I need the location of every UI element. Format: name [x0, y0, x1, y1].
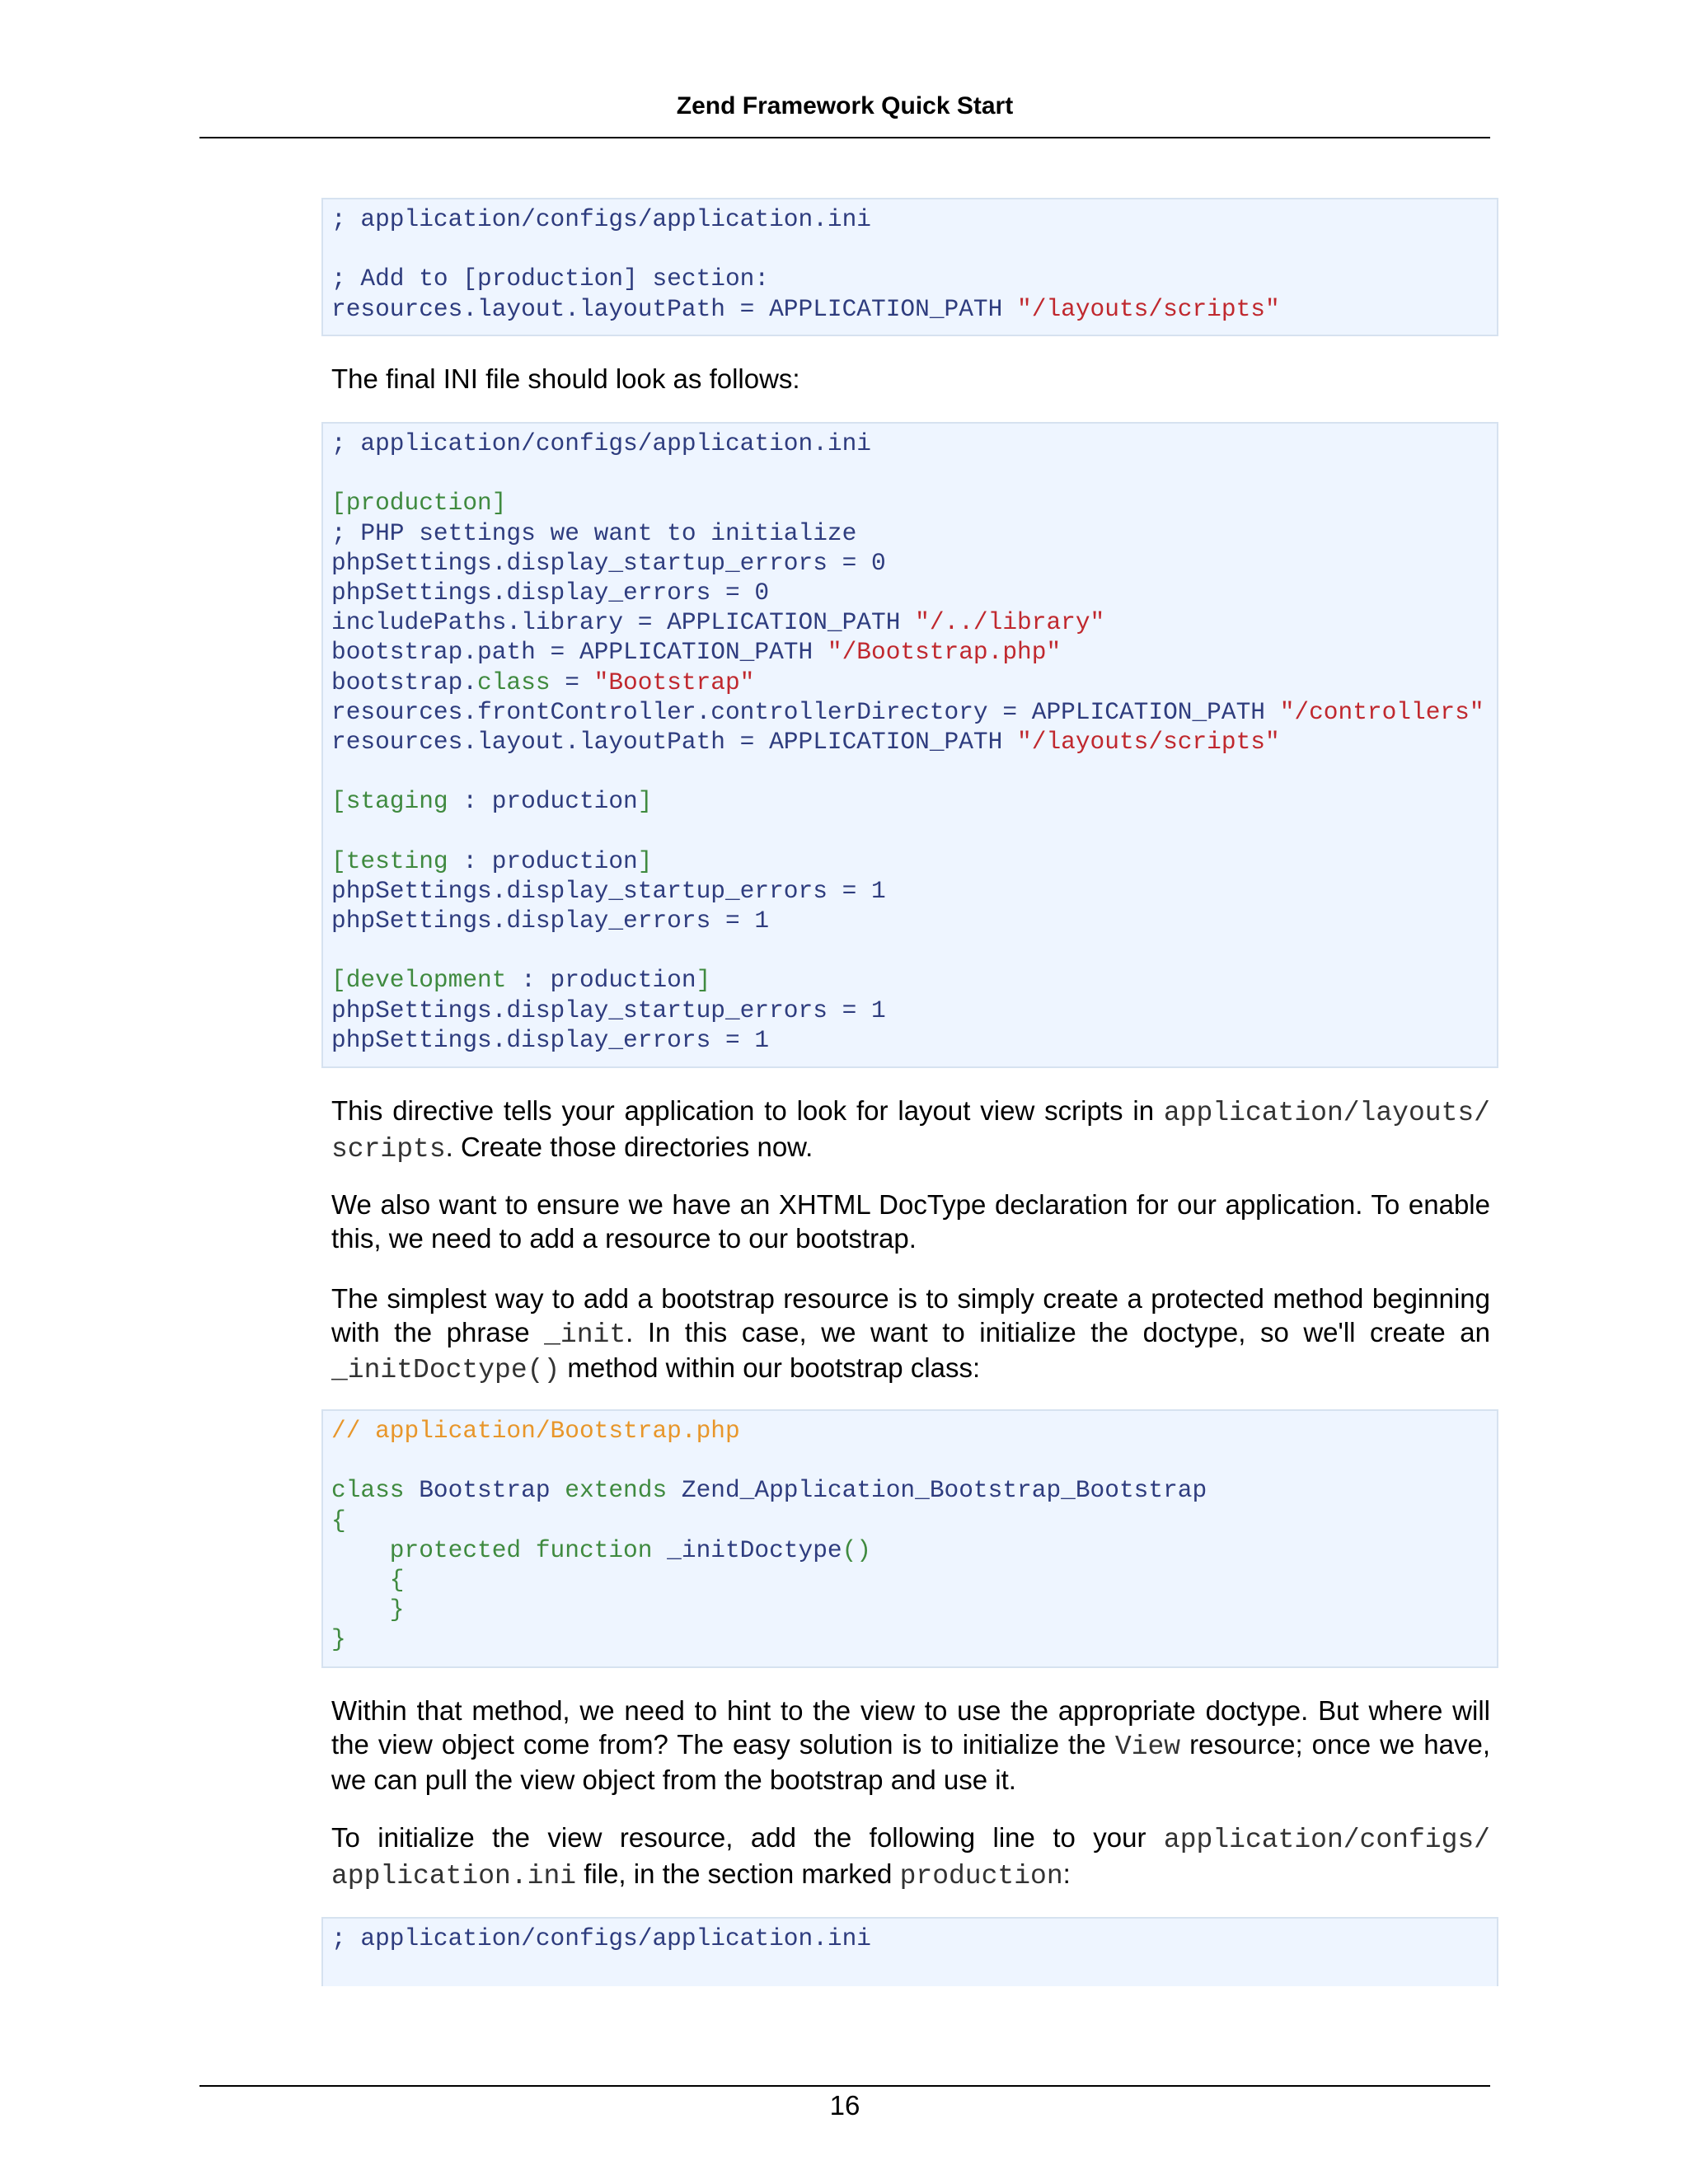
code-keyword: (): [842, 1535, 872, 1564]
code-line: ; application/configs/application.ini: [331, 429, 872, 457]
code-string: "/controllers": [1279, 697, 1484, 726]
code-line-blank: [331, 1446, 1497, 1475]
code-section: [testing: [331, 846, 448, 875]
code-line: [331, 1475, 1497, 1505]
code-line: phpSettings.display_startup_errors = 1: [331, 876, 886, 905]
code-token: resources.layout.layoutPath = APPLICATION_PATH: [331, 294, 1018, 323]
code-string: "/../library": [915, 608, 1105, 637]
code-token: _initDoctype: [652, 1535, 842, 1564]
code-section: [staging: [331, 787, 448, 816]
code-line: ; application/configs/application.ini: [331, 1924, 872, 1952]
paragraph-view-resource: [331, 1821, 1490, 1893]
code-line: [production]: [331, 489, 507, 518]
text-run: method within our bootstrap class:: [560, 1352, 981, 1383]
footer-rule: [199, 2085, 1490, 2087]
inline-code: production: [899, 1860, 1063, 1891]
text-run: . Create those directories now.: [445, 1131, 814, 1162]
code-line-blank: [331, 935, 1497, 965]
code-token: resources.layout.layoutPath = APPLICATION_PATH: [331, 727, 1018, 756]
inline-code: View: [1114, 1731, 1181, 1762]
code-line: ; PHP settings we want to initialize: [331, 518, 857, 547]
code-line: [331, 668, 1497, 697]
code-string: "/Bootstrap.php": [827, 638, 1062, 667]
text-run: . In this case, we want to initialize the doctype, so we'll create an: [626, 1316, 1491, 1347]
code-keyword: extends: [565, 1476, 668, 1505]
code-section: ]: [637, 846, 653, 875]
code-line: [331, 1535, 1497, 1565]
code-line-blank: [331, 458, 1497, 488]
code-line: phpSettings.display_errors = 0: [331, 578, 770, 607]
code-line: [331, 846, 1497, 876]
code-section: [development: [331, 966, 507, 995]
code-line: ; application/configs/application.ini: [331, 205, 872, 233]
code-line: [331, 727, 1497, 757]
text-run: To initialize the view resource, add the following line to your: [331, 1822, 1164, 1853]
page-number: 16: [829, 2090, 860, 2121]
paragraph-directive: [331, 1094, 1490, 1166]
text-run: :: [1062, 1858, 1071, 1889]
code-keyword: class: [477, 668, 551, 696]
text-run: This directive tells your application to look for layout view scripts in: [331, 1095, 1164, 1126]
code-token: Bootstrap: [404, 1476, 565, 1505]
code-line: {: [331, 1506, 346, 1535]
code-block-view-ini: [321, 1917, 1498, 1986]
inline-code: _initDoctype(): [331, 1355, 560, 1385]
code-block-ini-add: [321, 198, 1498, 336]
code-string: "Bootstrap": [593, 668, 755, 696]
paragraph-final-ini: The final INI file should look as follows:: [331, 363, 800, 394]
code-line: [331, 697, 1497, 727]
code-section: ]: [637, 787, 653, 816]
code-block-bootstrap-php: [321, 1409, 1498, 1668]
code-token: : production: [506, 966, 696, 995]
code-block-final-ini: [321, 422, 1498, 1068]
code-token: includePaths.library = APPLICATION_PATH: [331, 608, 916, 637]
code-line: [331, 637, 1497, 667]
code-token: bootstrap.: [331, 668, 478, 696]
code-line: [331, 786, 1497, 816]
code-line: phpSettings.display_errors = 1: [331, 1025, 770, 1054]
code-keyword: class: [331, 1476, 405, 1505]
text-run: resource; once we have, we can pull the view object from the bootstrap and use it.: [331, 1728, 1490, 1795]
paragraph-doctype: We also want to ensure we have an XHTML DocType declaration for our application. To enable this, we need to add a resource to our bootstrap.: [331, 1189, 1490, 1254]
code-line: }: [331, 1625, 346, 1654]
code-line: phpSettings.display_errors = 1: [331, 907, 770, 935]
paragraph-view-hint: [331, 1694, 1490, 1797]
text-run: The simplest way to add a bootstrap resource is to simply create a protected method beginning with the phrase: [331, 1283, 1490, 1347]
code-token: =: [550, 668, 594, 696]
code-line: [331, 607, 1497, 637]
code-token: : production: [448, 846, 638, 875]
code-line: ; Add to [production] section:: [331, 265, 770, 293]
code-token: Zend_Application_Bootstrap_Bootstrap: [667, 1476, 1207, 1505]
code-line-blank: [331, 234, 1497, 264]
code-line: // application/Bootstrap.php: [331, 1417, 740, 1445]
code-section: ]: [696, 966, 711, 995]
text-run: Within that method, we need to hint to the view to use the appropriate doctype. But where will the view object come from? The easy solution is to initialize the: [331, 1695, 1490, 1760]
inline-code: _init: [544, 1319, 626, 1350]
code-line: phpSettings.display_startup_errors = 0: [331, 548, 886, 577]
code-line-blank: [331, 816, 1497, 846]
header-rule: [199, 137, 1490, 138]
paragraph-bootstrap-resource: [331, 1282, 1490, 1388]
code-string: "/layouts/scripts": [1017, 294, 1280, 323]
text-run: file, in the section marked: [576, 1858, 900, 1889]
code-keyword: protected function: [331, 1535, 653, 1564]
code-line: [331, 965, 1497, 995]
code-string: "/layouts/scripts": [1017, 727, 1280, 756]
code-token: bootstrap.path = APPLICATION_PATH: [331, 638, 828, 667]
inline-code: application/layouts/ scripts: [331, 1098, 1490, 1165]
code-line: phpSettings.display_startup_errors = 1: [331, 996, 886, 1024]
code-line: {: [331, 1565, 405, 1594]
inline-code: application/configs/ application.ini: [331, 1825, 1490, 1891]
code-line: }: [331, 1596, 405, 1624]
code-token: resources.frontController.controllerDirectory = APPLICATION_PATH: [331, 697, 1280, 726]
code-line: [331, 294, 1497, 324]
code-token: : production: [448, 787, 638, 816]
page-header-title: Zend Framework Quick Start: [676, 92, 1014, 120]
code-line-blank: [331, 757, 1497, 786]
